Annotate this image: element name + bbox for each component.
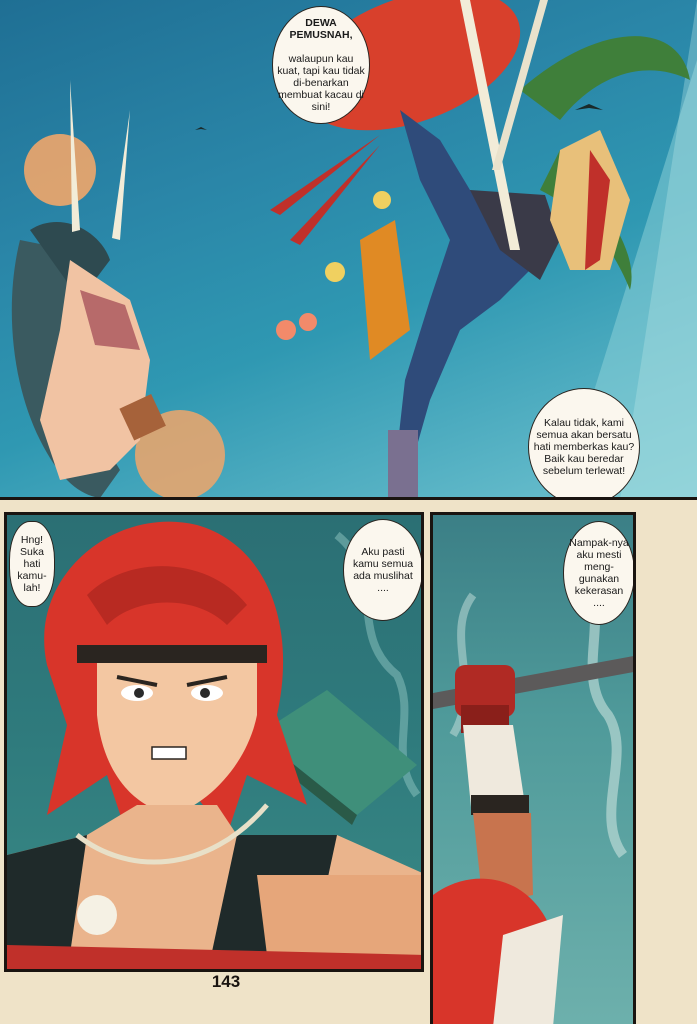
- bubble-text: Hng! Suka hati kamu-lah!: [17, 534, 47, 594]
- speech-bubble-dewa-pemusnah: [272, 6, 370, 124]
- speech-bubble-muslihat: [343, 519, 423, 621]
- speech-bubble-warning: [528, 388, 640, 500]
- bubble-text: Aku pasti kamu semua ada muslihat ....: [352, 546, 414, 594]
- panel-bottom-left-hero: [4, 512, 424, 972]
- bubble-text: Kalau tidak, kami semua akan bersatu hati memberkas kau? Baik kau beredar sebelum terlewat!: [533, 417, 635, 477]
- panel-bottom-right-staff: [430, 512, 636, 1024]
- bubble-text-bold: DEWA PEMUSNAH,: [289, 17, 353, 41]
- page-number: 143: [211, 972, 241, 991]
- panel-top-battle: [0, 0, 697, 500]
- bubble-text: Nampak-nya aku mesti meng-gunakan kekerasan ....: [569, 537, 629, 609]
- speech-bubble-kekerasan: [563, 521, 635, 625]
- bubble-text: walaupun kau kuat, tapi kau tidak di-benarkan membuat kacau di sini!: [277, 53, 365, 113]
- speech-bubble-hng: [9, 521, 55, 607]
